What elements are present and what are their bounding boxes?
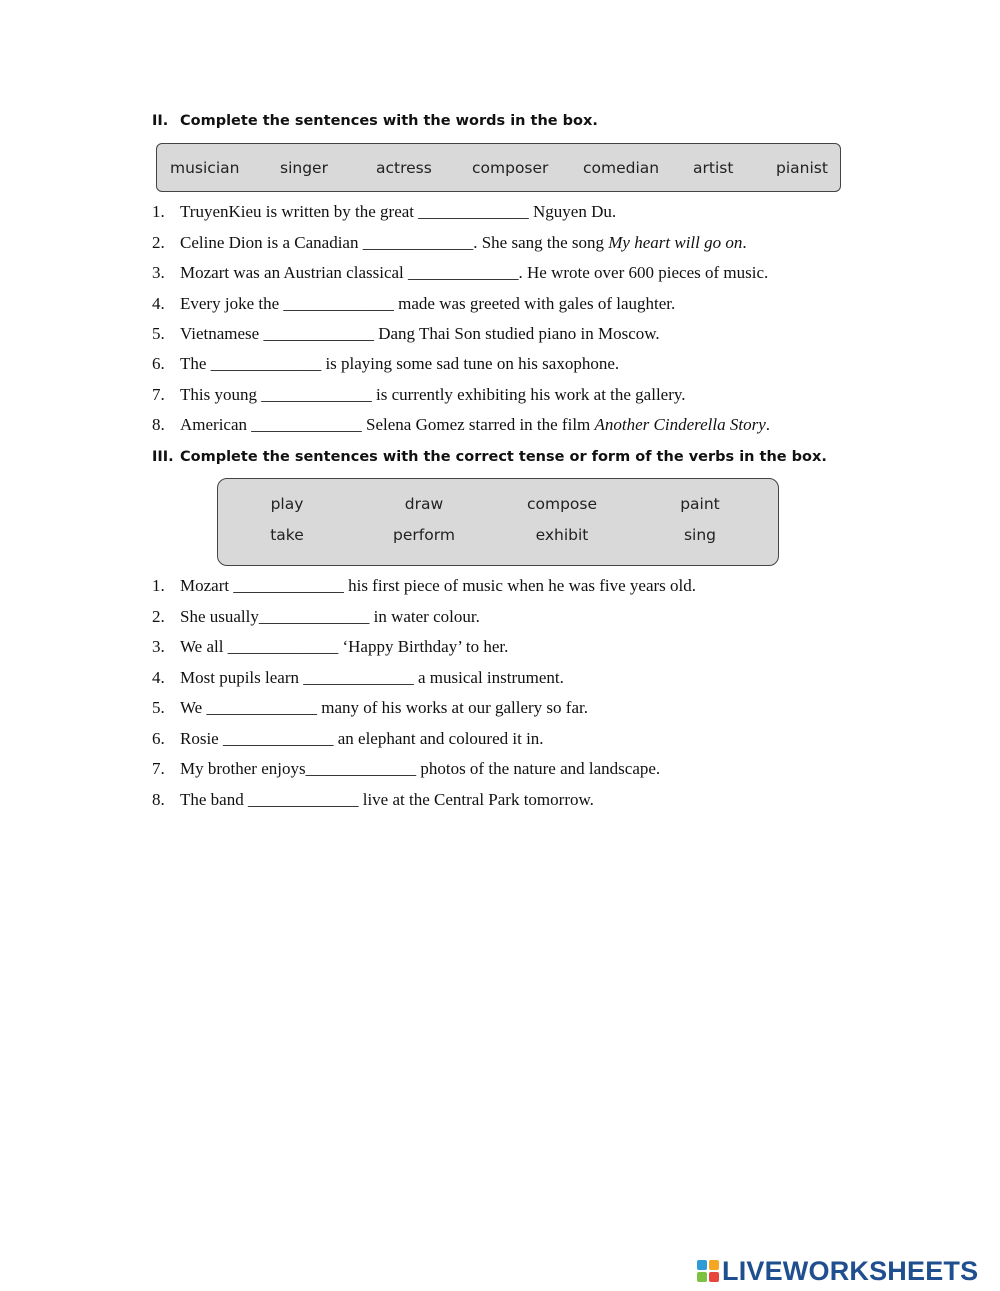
word-box-item: compose — [526, 495, 598, 513]
question-text: a musical instrument. — [413, 668, 564, 687]
word-box-item: perform — [393, 526, 455, 544]
logo-text: LIVEWORKSHEETS — [722, 1255, 979, 1286]
question-text: We all — [180, 637, 228, 656]
word-box-item: play — [270, 495, 304, 513]
question-number: 3. — [152, 637, 165, 656]
question-3-5 — [152, 698, 588, 718]
question-3-4 — [152, 668, 564, 688]
question-text: This young — [180, 385, 262, 404]
word-box-item: artist — [693, 159, 734, 177]
question-text: Celine Dion is a Canadian — [180, 233, 363, 252]
question-text: live at the Central Park tomorrow. — [358, 790, 594, 809]
question-text: Every joke the — [180, 294, 284, 313]
question-2-3 — [152, 263, 768, 283]
answer-blank[interactable]: _____________ — [283, 294, 394, 313]
question-number: 4. — [152, 668, 165, 687]
question-text: Rosie — [180, 729, 223, 748]
question-text: Vietnamese — [180, 324, 264, 343]
question-text: an elephant and coloured it in. — [333, 729, 544, 748]
word-box-item: comedian — [583, 159, 660, 177]
answer-blank[interactable]: _____________ — [233, 576, 344, 595]
question-text: is currently exhibiting his work at the gallery. — [371, 385, 686, 404]
answer-blank[interactable]: _____________ — [408, 263, 519, 282]
answer-blank[interactable]: _____________ — [362, 233, 474, 252]
question-text: American — [180, 415, 252, 434]
question-2-4 — [152, 294, 675, 314]
word-box-item: sing — [683, 526, 717, 544]
question-text: Mozart — [180, 576, 234, 595]
word-box-item: pianist — [776, 159, 828, 177]
answer-blank[interactable]: _____________ — [247, 790, 359, 809]
question-number: 2. — [152, 233, 165, 252]
liveworksheets-logo[interactable] — [697, 1257, 978, 1285]
question-number: 3. — [152, 263, 165, 282]
question-number: 4. — [152, 294, 165, 313]
question-number: 1. — [152, 576, 165, 595]
question-text: in water colour. — [369, 607, 480, 626]
word-box-item: take — [270, 526, 304, 544]
word-box-3 — [217, 478, 779, 566]
answer-blank[interactable]: _____________ — [251, 415, 362, 434]
question-text: his first piece of music when he was five years old. — [343, 576, 697, 595]
question-text: photos of the nature and landscape. — [416, 759, 661, 778]
answer-blank[interactable]: _____________ — [222, 729, 334, 748]
question-3-7 — [152, 759, 660, 779]
film-title: Another Cinderella Story — [594, 415, 766, 434]
word-box-item: actress — [376, 159, 432, 177]
section-3-heading — [152, 449, 827, 465]
question-number: 2. — [152, 607, 165, 626]
question-2-5 — [152, 324, 660, 344]
question-text: Mozart was an Austrian classical — [180, 263, 409, 282]
question-text: . She sang the song — [473, 233, 609, 252]
question-2-7 — [152, 385, 686, 405]
question-number: 6. — [152, 729, 165, 748]
answer-blank[interactable]: _____________ — [210, 354, 322, 373]
answer-blank[interactable]: _____________ — [418, 202, 529, 221]
answer-blank[interactable]: _____________ — [303, 668, 414, 687]
question-number: 6. — [152, 354, 165, 373]
question-text: ‘Happy Birthday’ to her. — [338, 637, 509, 656]
section-3-instruction: Complete the sentences with the correct tense or form of the verbs in the box. — [180, 449, 827, 465]
answer-blank[interactable]: _____________ — [258, 607, 370, 626]
question-2-8 — [152, 415, 770, 435]
question-number: 5. — [152, 324, 165, 343]
word-box-item: composer — [472, 159, 549, 177]
question-number: 1. — [152, 202, 165, 221]
answer-blank[interactable]: _____________ — [305, 759, 417, 778]
answer-blank[interactable]: _____________ — [206, 698, 317, 717]
question-2-6 — [152, 354, 619, 374]
section-3-number: III. — [152, 449, 174, 465]
liveworksheets-logo-icon — [697, 1260, 719, 1282]
question-3-8 — [152, 790, 594, 810]
question-3-1 — [152, 576, 696, 596]
answer-blank[interactable]: _____________ — [263, 324, 374, 343]
answer-blank[interactable]: _____________ — [227, 637, 339, 656]
question-text: is playing some sad tune on his saxophone. — [321, 354, 620, 373]
question-text: Selena Gomez starred in the film — [361, 415, 595, 434]
question-text: Dang Thai Son studied piano in Moscow. — [373, 324, 660, 343]
question-number: 7. — [152, 385, 165, 404]
question-2-1 — [152, 202, 616, 222]
section-2-instruction: Complete the sentences with the words in the box. — [180, 113, 598, 129]
question-2-2 — [152, 233, 747, 253]
section-2-number: II. — [152, 113, 169, 129]
question-text: . — [742, 233, 747, 252]
question-3-2 — [152, 607, 480, 627]
question-text: My brother enjoys — [180, 759, 306, 778]
question-text: many of his works at our gallery so far. — [316, 698, 588, 717]
question-text: . He wrote over 600 pieces of music. — [518, 263, 769, 282]
question-text: TruyenKieu is written by the great — [180, 202, 419, 221]
question-3-3 — [152, 637, 508, 657]
question-text: made was greeted with gales of laughter. — [393, 294, 676, 313]
word-box-2 — [156, 143, 841, 192]
question-text: Nguyen Du. — [528, 202, 617, 221]
word-box-item: singer — [280, 159, 328, 177]
question-text: Most pupils learn — [180, 668, 304, 687]
question-3-6 — [152, 729, 544, 749]
question-number: 7. — [152, 759, 165, 778]
question-number: 8. — [152, 415, 165, 434]
song-title: My heart will go on — [608, 233, 743, 252]
answer-blank[interactable]: _____________ — [261, 385, 372, 404]
question-number: 8. — [152, 790, 165, 809]
question-number: 5. — [152, 698, 165, 717]
word-box-item: paint — [680, 495, 720, 513]
word-box-item: draw — [404, 495, 444, 513]
question-text: . — [765, 415, 771, 434]
question-text: We — [180, 698, 207, 717]
section-2-heading — [152, 113, 598, 129]
word-box-item: exhibit — [535, 526, 589, 544]
question-text: She usually — [180, 607, 259, 626]
question-text: The — [180, 354, 211, 373]
question-text: The band — [180, 790, 248, 809]
word-box-item: musician — [170, 159, 240, 177]
